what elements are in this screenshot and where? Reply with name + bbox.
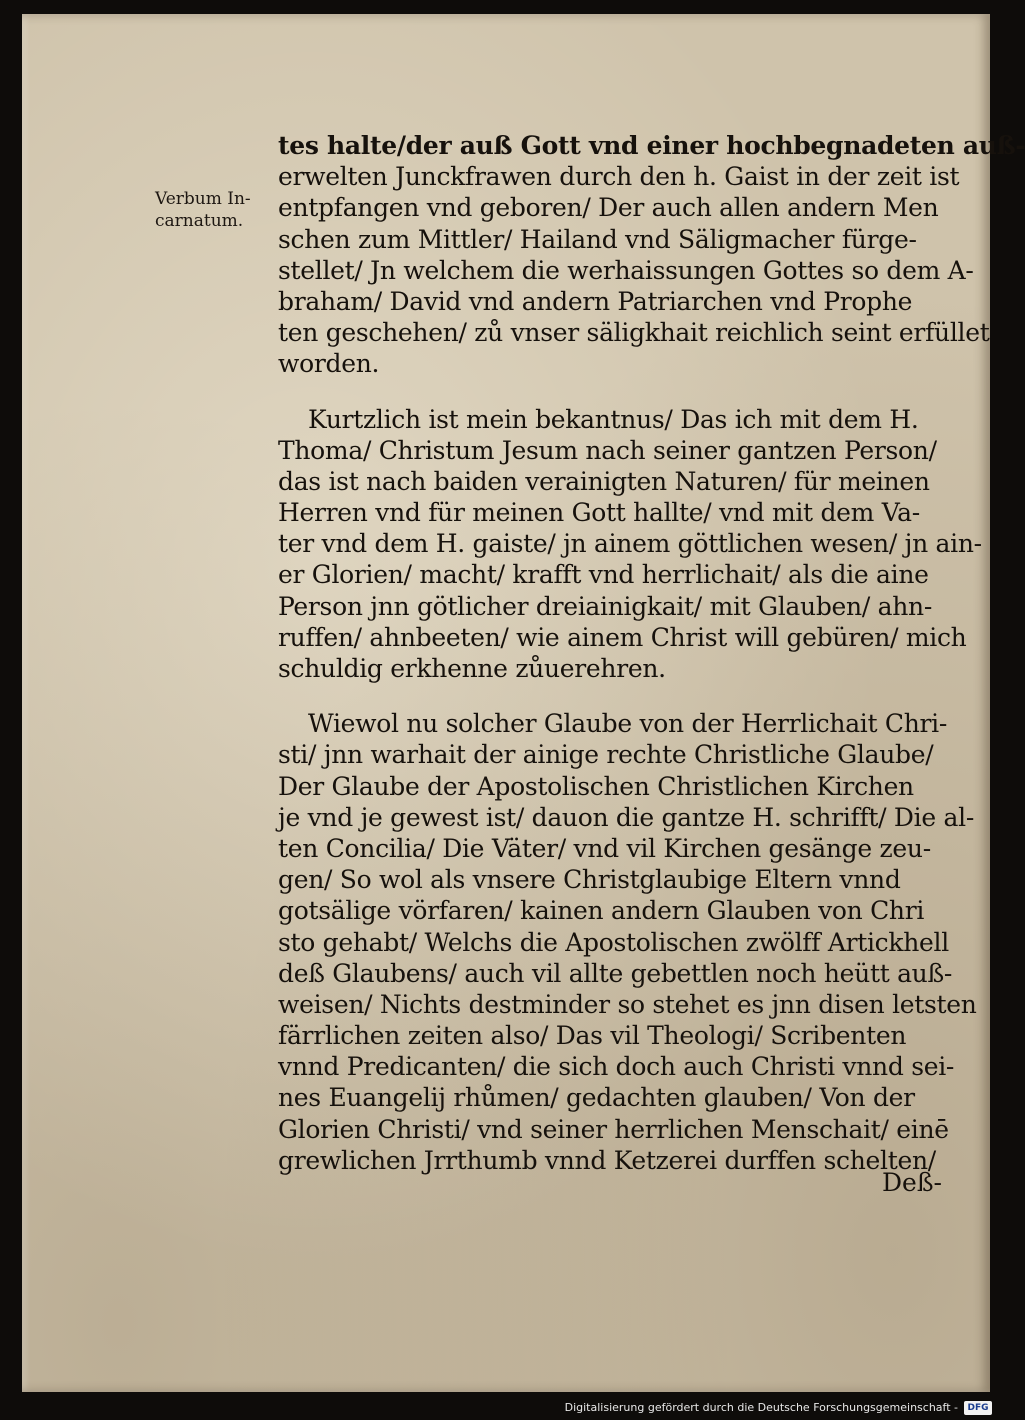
- text-line: erwelten Junckfrawen durch den h. Gaist in der zeit ist: [278, 162, 960, 192]
- margin-note-line: Verbum In-: [155, 189, 251, 209]
- text-line: Der Glaube der Apostolischen Christlichen Kirchen: [278, 771, 914, 801]
- text-line: braham/ David vnd andern Patriarchen vnd Prophe: [278, 286, 913, 316]
- margin-note-line: carnatum.: [155, 211, 244, 231]
- text-line: worden.: [278, 349, 380, 379]
- text-line: Kurtzlich ist mein bekantnus/ Das ich mit dem H.: [308, 404, 919, 434]
- text-line: ter vnd dem H. gaiste/ jn ainem göttlichen wesen/ jn ain-: [278, 529, 982, 559]
- footer-bar: [0, 1398, 1000, 1420]
- paragraph-1: [278, 130, 1025, 380]
- text-line: Thoma/ Christum Jesum nach seiner gantzen Person/: [278, 435, 937, 465]
- text-line: sto gehabt/ Welchs die Apostolischen zwölff Artickhell: [278, 927, 949, 957]
- text-line: schen zum Mittler/ Hailand vnd Säligmacher fürge-: [278, 224, 917, 254]
- text-line: sti/ jnn warhait der ainige rechte Christliche Glaube/: [278, 740, 934, 770]
- text-line: Person jnn götlicher dreiainigkait/ mit Glauben/ ahn-: [278, 591, 932, 621]
- text-line: Glorien Christi/ vnd seiner herrlichen Menschait/ einē: [278, 1114, 949, 1144]
- paragraph-2: [278, 404, 950, 435]
- text-line: er Glorien/ macht/ krafft vnd herrlichait/ als die aine: [278, 560, 929, 590]
- text-line: ruffen/ ahnbeeten/ wie ainem Christ will gebüren/ mich: [278, 622, 967, 652]
- text-line: das ist nach baiden verainigten Naturen/ für meinen: [278, 466, 930, 496]
- paragraph-2-cont: [278, 435, 982, 685]
- text-line: Herren vnd für meinen Gott hallte/ vnd mit dem Va-: [278, 498, 920, 528]
- text-line: vnnd Predicanten/ die sich doch auch Christi vnnd sei-: [278, 1052, 955, 1082]
- text-line: tes halte/der auß Gott vnd einer hochbegnadeten auß-: [278, 131, 1025, 160]
- text-line: deß Glaubens/ auch vil allte gebettlen noch heütt auß-: [278, 958, 953, 988]
- text-line: weisen/ Nichts destminder so stehet es jnn disen letsten: [278, 989, 977, 1019]
- margin-note: [155, 188, 265, 232]
- text-line: Wiewol nu solcher Glaube von der Herrlichait Chri-: [308, 709, 948, 739]
- text-line: ten geschehen/ zů vnser säligkhait reichlich seint erfüllet: [278, 318, 990, 348]
- text-line: gotsälige vörfaren/ kainen andern Glauben von Chri: [278, 896, 925, 926]
- paragraph-3: [278, 708, 950, 739]
- text-line: gen/ So wol als vnsere Christglaubige Eltern vnnd: [278, 865, 901, 895]
- text-line: entpfangen vnd geboren/ Der auch allen andern Men: [278, 193, 939, 223]
- dfg-logo-icon: DFG: [964, 1401, 992, 1415]
- paragraph-3-cont: [278, 739, 977, 1176]
- main-text: [278, 130, 1025, 1176]
- funding-credit: Digitalisierung gefördert durch die Deutsche Forschungsgemeinschaft -: [564, 1401, 958, 1414]
- text-line: nes Euangelij rhůmen/ gedachten glauben/ Von der: [278, 1083, 915, 1113]
- text-line: schuldig erkhenne zůuerehren.: [278, 654, 666, 683]
- text-line: ten Concilia/ Die Väter/ vnd vil Kirchen gesänge zeu-: [278, 833, 931, 863]
- catchword: Deß-: [882, 1168, 942, 1197]
- text-line: stellet/ Jn welchem die werhaissungen Gottes so dem A-: [278, 255, 974, 285]
- text-line: färrlichen zeiten also/ Das vil Theologi/ Scribenten: [278, 1021, 907, 1051]
- paragraph-spacer: [278, 380, 950, 404]
- text-line: je vnd je gewest ist/ dauon die gantze H. schrifft/ Die al-: [278, 802, 974, 832]
- paragraph-spacer: [278, 684, 950, 708]
- text-line: grewlichen Jrrthumb vnnd Ketzerei durffen schelten/: [278, 1145, 936, 1175]
